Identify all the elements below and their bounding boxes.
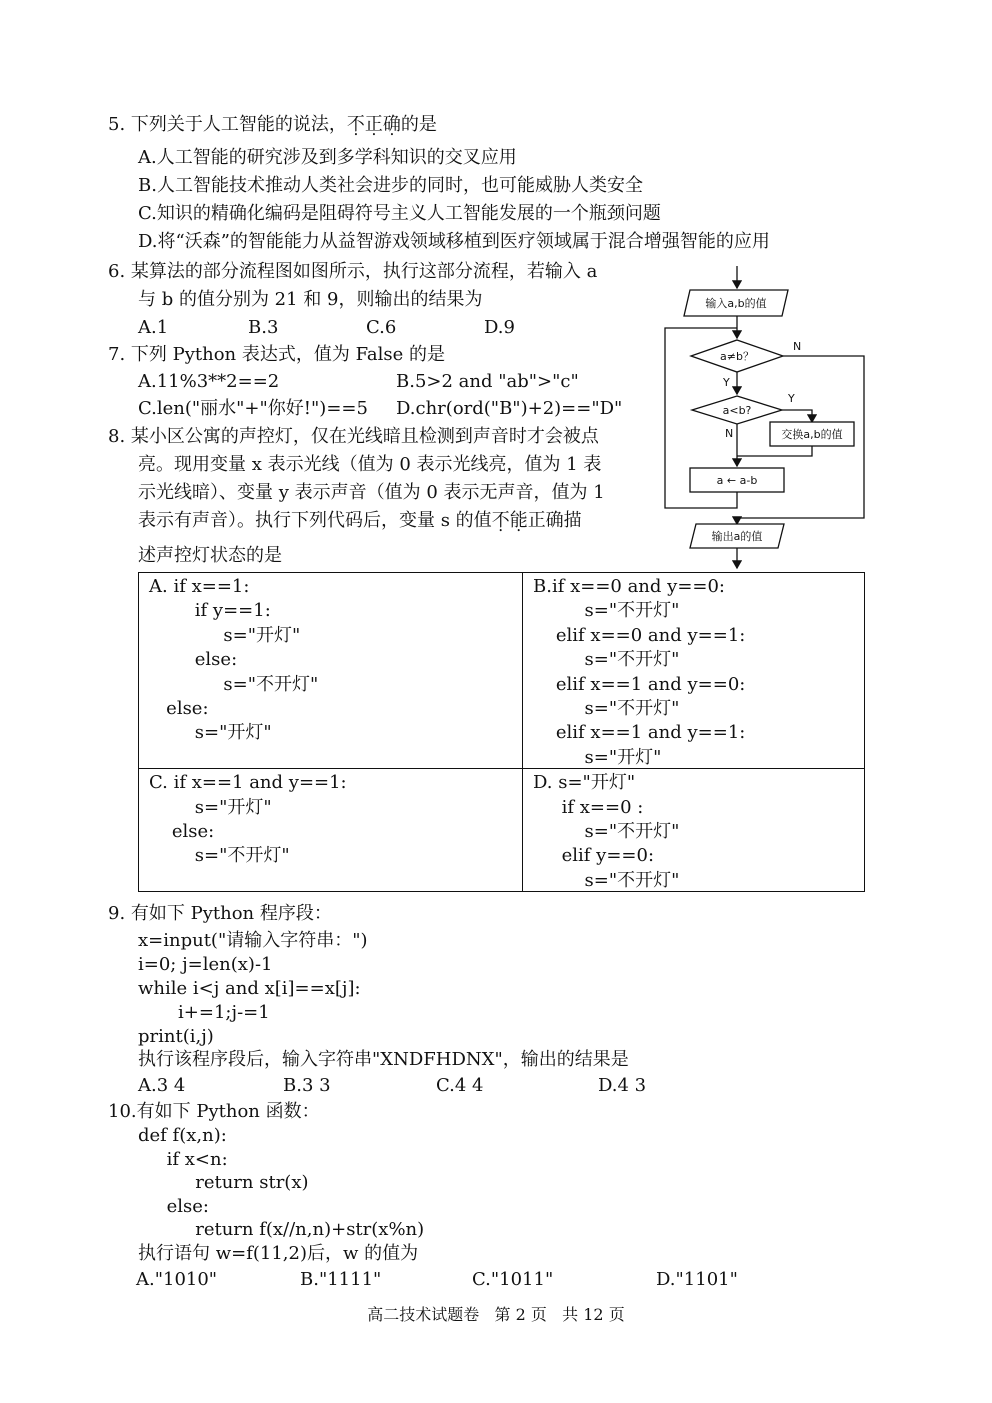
- emphasis-char: 正: [364, 114, 383, 135]
- flow-arrow: [782, 410, 812, 422]
- q10-question: 执行语句 w=f(11,2)后，w 的值为: [138, 1243, 419, 1264]
- q10-option-b: B."1111": [300, 1269, 382, 1290]
- q6-option-a: A.1: [138, 317, 169, 338]
- emphasis-char: 不: [491, 510, 510, 531]
- q7-option-b: B.5>2 and "ab">"c": [396, 371, 579, 392]
- q8-options-table: [138, 572, 865, 892]
- q7-option-c: C.len("丽水"+"你好!")==5: [138, 398, 368, 419]
- q8-stem-end: 正确描: [527, 510, 582, 531]
- q8-stem-line2: 亮。现用变量 x 表示光线（值为 0 表示光线亮，值为 1 表: [138, 454, 602, 475]
- emphasis-char: 能: [509, 510, 528, 531]
- q8-stem-line3: 示光线暗）、变量 y 表示声音（值为 0 表示无声音，值为 1: [138, 482, 605, 503]
- emphasis-char: 确: [382, 114, 401, 135]
- q10-option-c: C."1011": [472, 1269, 554, 1290]
- q9-option-b: B.3 3: [283, 1075, 331, 1096]
- flowchart: [660, 262, 870, 572]
- q5-option-d: D.将“沃森”的智能能力从益智游戏领域移植到医疗领域属于混合增强智能的应用: [138, 231, 770, 252]
- q8-stem-line4: [138, 509, 582, 533]
- q7-option-a: A.11%3**2==2: [138, 371, 280, 392]
- q10-option-a: A."1010": [136, 1269, 218, 1290]
- q8-option-d-code: D. s="开灯" if x==0 : s="不开灯" elif y==0: s="不开灯": [533, 772, 680, 891]
- input-label: 输入a,b的值: [705, 297, 767, 310]
- q5-stem: [108, 113, 437, 137]
- q10-option-d: D."1101": [656, 1269, 738, 1290]
- yes-label-1: Y: [723, 376, 730, 389]
- emphasis-char: 不: [346, 114, 365, 135]
- q5-option-a: A.人工智能的研究涉及到多学科知识的交叉应用: [138, 147, 517, 168]
- q7-option-d: D.chr(ord("B")+2)=="D": [396, 398, 623, 419]
- q8-option-c-code: C. if x==1 and y==1: s="开灯" else: s="不开灯": [149, 772, 347, 867]
- q6-stem-line2: 与 b 的值分别为 21 和 9，则输出的结果为: [138, 289, 483, 310]
- q10-stem: 10.有如下 Python 函数：: [108, 1101, 320, 1122]
- no-label-1: N: [793, 340, 802, 353]
- q5-stem-text: 5. 下列关于人工智能的说法，: [108, 114, 347, 135]
- q8-option-d-cell: [523, 769, 865, 892]
- q10-code: def f(x,n): if x<n: return str(x) else: return f(x//n,n)+str(x%n): [138, 1125, 425, 1240]
- flow-line: [737, 446, 812, 456]
- assign-label: a ← a-b: [716, 474, 758, 487]
- q9-option-a: A.3 4: [138, 1075, 186, 1096]
- swap-label: 交换a,b的值: [781, 428, 843, 441]
- q9-code: x=input("请输入字符串：") i=0; j=len(x)-1 while i<j and x[i]==x[j]: i+=1;j-=1 print(i,j): [138, 930, 368, 1047]
- q7-stem: 7. 下列 Python 表达式，值为 False 的是: [108, 344, 445, 365]
- q9-option-d: D.4 3: [598, 1075, 647, 1096]
- output-label: 输出a的值: [711, 530, 763, 543]
- cond1-label: a≠b？: [720, 350, 754, 363]
- q5-option-c: C.知识的精确化编码是阻碍符号主义人工智能发展的一个瓶颈问题: [138, 203, 661, 224]
- q8-stem-text: 表示有声音）。执行下列代码后，变量 s 的值: [138, 510, 492, 531]
- q8-stem-line1: 8. 某小区公寓的声控灯，仅在光线暗且检测到声音时才会被点: [108, 426, 599, 447]
- q9-option-c: C.4 4: [436, 1075, 484, 1096]
- q8-option-a-cell: [139, 573, 523, 769]
- q6-stem-line1: 6. 某算法的部分流程图如图所示，执行这部分流程，若输入 a: [108, 261, 598, 282]
- q6-option-d: D.9: [484, 317, 515, 338]
- q8-option-c-cell: [139, 769, 523, 892]
- q9-question: 执行该程序段后，输入字符串"XNDFHDNX"，输出的结果是: [138, 1049, 629, 1070]
- q8-option-b-cell: [523, 573, 865, 769]
- page-footer: 高二技术试题卷 第 2 页 共 12 页: [367, 1305, 625, 1324]
- cond2-label: a<b?: [722, 404, 752, 417]
- q5-option-b: B.人工智能技术推动人类社会进步的同时，也可能威胁人类安全: [138, 175, 643, 196]
- q8-option-a-code: A. if x==1: if y==1: s="开灯" else: s="不开灯" else: s="开灯": [149, 576, 319, 744]
- q8-stem-line5: 述声控灯状态的是: [138, 545, 282, 566]
- no-label-2: N: [725, 427, 734, 440]
- q8-option-b-code: B.if x==0 and y==0: s="不开灯" elif x==0 and y==1: s="不开灯" elif x==1 and y==0: s="不开灯" elif x==1 and y==1: s="开灯": [533, 576, 746, 768]
- q5-stem-end: 的是: [400, 114, 437, 135]
- yes-label-2: Y: [788, 392, 795, 405]
- q6-option-c: C.6: [366, 317, 397, 338]
- q6-option-b: B.3: [248, 317, 279, 338]
- q9-stem: 9. 有如下 Python 程序段：: [108, 903, 332, 924]
